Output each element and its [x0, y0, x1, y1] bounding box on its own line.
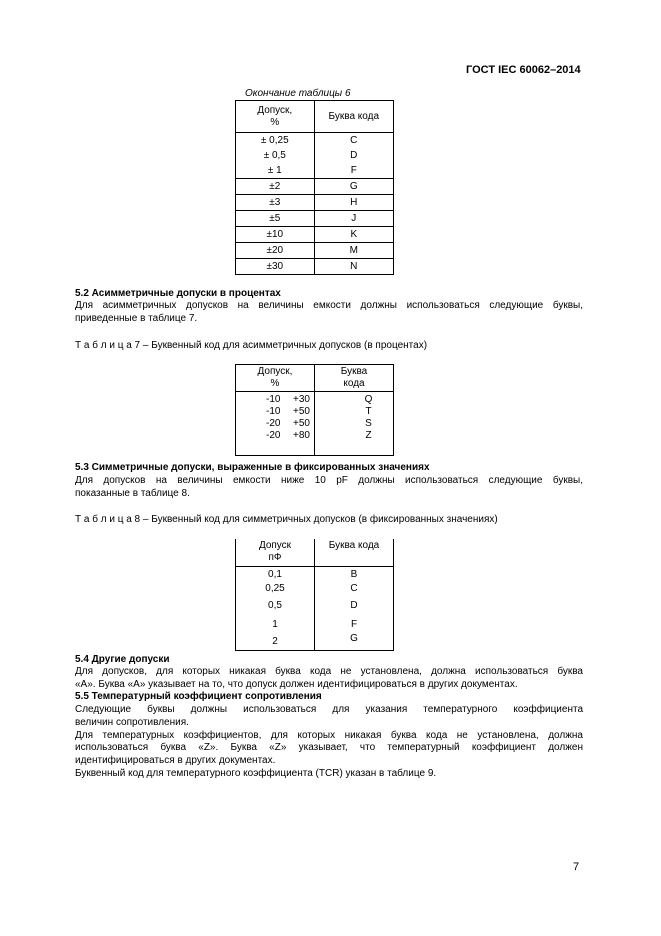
table8-header-divider — [236, 566, 393, 567]
section-5-5-heading: 5.5 Температурный коэффициент сопротивления — [75, 691, 322, 702]
table6-caption: Окончание таблицы 6 — [245, 88, 351, 99]
table8 — [235, 539, 394, 651]
table7-col2-values: Q T S Z — [364, 394, 373, 441]
section-5-2-para-line1: Для асимметричных допусков на величины емкости должны использоваться следующие буквы, — [75, 300, 583, 311]
section-5-5-p1-line2: величин сопротивления. — [75, 717, 189, 728]
page-number: 7 — [573, 861, 580, 873]
table-row: ±3 H — [236, 195, 394, 211]
table-row-code: D — [350, 600, 358, 611]
document-standard-header: ГОСТ IEC 60062–2014 — [466, 64, 581, 76]
table-row: -20 +50 — [266, 418, 310, 429]
table-row: 1 — [272, 619, 278, 630]
table6-col2-header: Буква кода — [314, 101, 393, 133]
table7-col2-header: Буква кода — [340, 366, 368, 389]
table8-caption: Т а б л и ц а 8 – Буквенный код для симметричных допусков (в фиксированных значениях) — [75, 514, 498, 525]
table6 — [235, 100, 394, 275]
section-5-4-para-line1: Для допусков, для которых никакая буква кода не установлена, должна использоваться буква — [75, 666, 583, 677]
table-row: ±2 G — [236, 179, 394, 195]
section-5-5-p3: Буквенный код для температурного коэффициента (TCR) указан в таблице 9. — [75, 768, 437, 779]
table-row-code: C — [350, 583, 358, 594]
table8-col2-header: Буква кода — [328, 540, 380, 551]
section-5-5-p2-line1: Для температурных коэффициентов, для которых никакая буква кода не установлена, должна — [75, 730, 583, 741]
table7 — [235, 364, 394, 456]
section-5-4-heading: 5.4 Другие допуски — [75, 654, 170, 665]
table-row: ±5 J — [236, 211, 394, 227]
table-row: ± 1 F — [236, 163, 394, 179]
table-row: 0,25 — [265, 583, 285, 594]
table-row: 2 — [272, 636, 278, 647]
section-5-5-p2-line3: идентифицироваться в других документах. — [75, 755, 276, 766]
table-row-code: B — [350, 569, 358, 580]
section-5-3-para-line1: Для допусков на величины емкости ниже 10 pF должны использоваться следующие буквы, — [75, 475, 583, 486]
section-5-3-heading: 5.3 Симметричные допуски, выраженные в фиксированных значениях — [75, 462, 430, 473]
table6-header-row — [236, 101, 394, 133]
section-5-2-para-line2: приведенные в таблице 7. — [75, 313, 198, 324]
table-row: ±20 M — [236, 243, 394, 259]
table-row: ±30 N — [236, 259, 394, 275]
section-5-5-p2-line2: использоваться буква «Z». Буква «Z» указывает, что температурный коэффициент должен — [75, 742, 583, 753]
section-5-4-para-line2: «A». Буква «A» указывает на то, что допуск должен идентифицироваться в других документах. — [75, 679, 518, 690]
table7-caption: Т а б л и ц а 7 – Буквенный код для асимметричных допусков (в процентах) — [75, 340, 428, 351]
table-row-code: G — [350, 633, 358, 644]
section-5-5-p1-line1: Следующие буквы должны использоваться для указания температурного коэффициента — [75, 704, 583, 715]
table-row: 0,5 — [268, 600, 282, 611]
table-row-code: F — [350, 619, 358, 630]
table-row: ±10 K — [236, 227, 394, 243]
table-row: 0,1 — [268, 569, 282, 580]
section-5-2-heading: 5.2 Асимметричные допуски в процентах — [75, 288, 281, 299]
table6-col1-header: Допуск, % — [236, 101, 315, 133]
table7-col1-header: Допуск, % — [257, 366, 293, 389]
table-row: -10 +30 — [266, 394, 310, 405]
table-row: ± 0,25 C — [236, 133, 394, 149]
table8-col1-header: Допуск пФ — [258, 540, 292, 563]
section-5-3-para-line2: показанные в таблице 8. — [75, 488, 190, 499]
table-row: -20 +80 — [266, 430, 310, 441]
table7-col1-values — [236, 394, 314, 442]
table-row: ± 0,5 D — [236, 148, 394, 163]
table-row: -10 +50 — [266, 406, 310, 417]
table7-header-divider — [236, 391, 393, 392]
